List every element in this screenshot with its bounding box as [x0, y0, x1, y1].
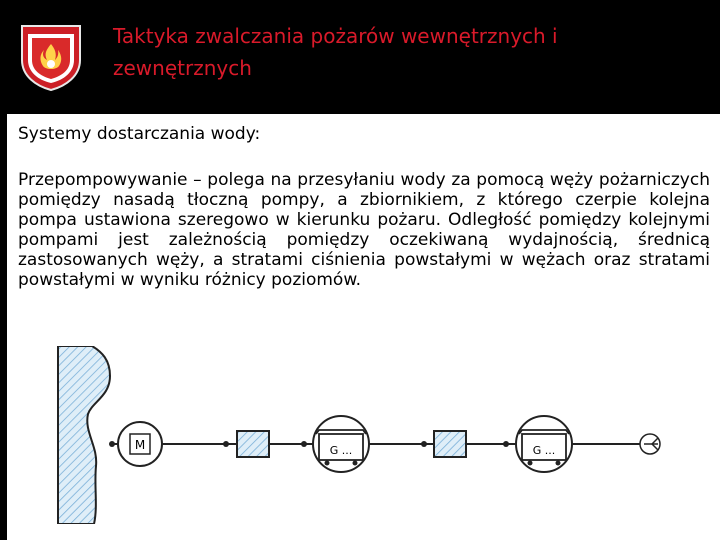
- motor-pump-symbol: [118, 422, 162, 466]
- nozzle-symbol: [640, 434, 660, 454]
- section-subtitle: Systemy dostarczania wody:: [18, 124, 261, 144]
- fire-brigade-logo: [18, 20, 84, 92]
- relay-pumping-diagram: [44, 346, 666, 524]
- intermediate-tank: [237, 431, 269, 457]
- term-label: Przepompowywanie: [18, 170, 188, 190]
- hose-connector: [301, 441, 307, 447]
- fire-engine-symbol: [516, 416, 572, 472]
- water-reservoir: [58, 346, 110, 524]
- engine-1-label: G ...: [329, 444, 353, 457]
- hose-connector: [503, 441, 509, 447]
- intermediate-tank: [434, 431, 466, 457]
- term-definition: – polega na przesyłaniu wody za pomocą węży pożarniczych pomiędzy nasadą tłoczną pompy, a zbiornikiem, z którego czerpie kolejna pompa ustawiona szeregowo w kierunku pożaru. Odległość pomiędzy kolejnymi pompami jest zależnością pomiędzy oczekiwaną wydajnością, średnicą zastosowanych węży, a stratami ciśnienia powstałymi w wężach oraz stratami powstałymi w wyniku różnicy poziomów.: [18, 170, 710, 290]
- hose-connector: [421, 441, 427, 447]
- fire-engine-symbol: [313, 416, 369, 472]
- definition-paragraph: [18, 170, 710, 290]
- motor-pump-label: M: [134, 438, 146, 452]
- content-area: [7, 114, 720, 540]
- engine-2-label: G ...: [532, 444, 556, 457]
- header: [0, 0, 720, 112]
- page-title: Taktyka zwalczania pożarów wewnętrznych i zewnętrznych: [113, 24, 558, 80]
- hose-connector: [109, 441, 115, 447]
- hose-connector: [223, 441, 229, 447]
